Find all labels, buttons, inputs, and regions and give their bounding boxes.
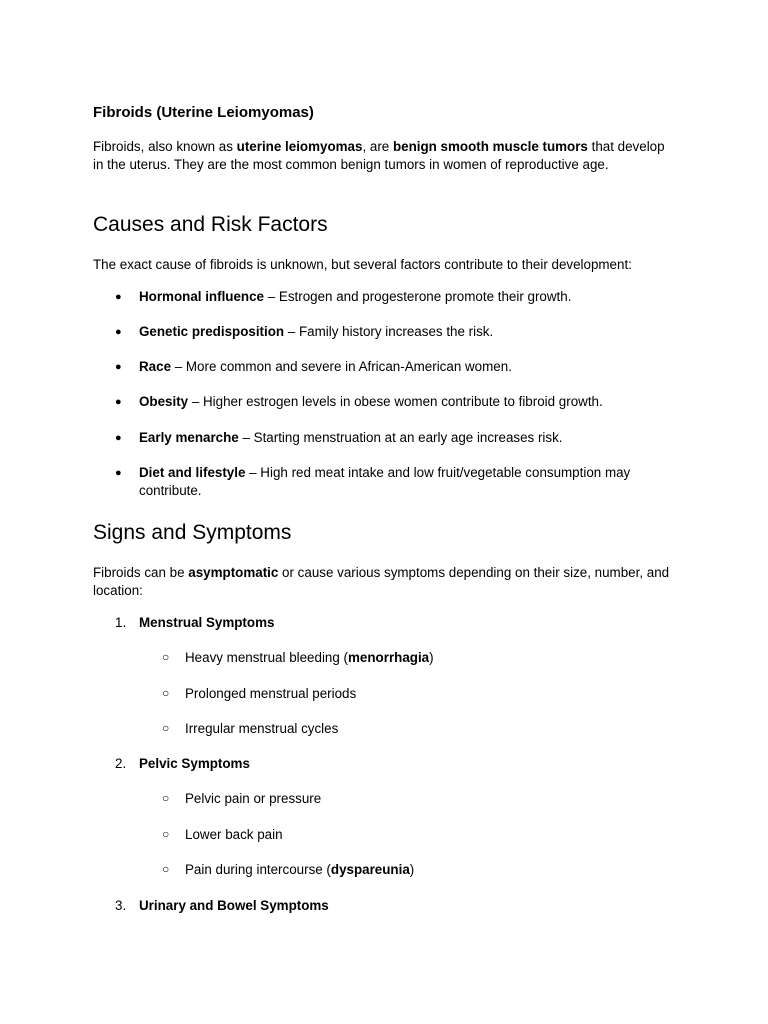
item-desc: – Starting menstruation at an early age increases risk.: [238, 430, 563, 445]
document-title: Fibroids (Uterine Leiomyomas): [93, 104, 314, 121]
list-item: [115, 323, 673, 341]
group-label: Menstrual Symptoms: [139, 615, 275, 630]
sub-item-text: Heavy menstrual bleeding (: [185, 650, 349, 665]
sub-item-bold: dyspareunia: [330, 862, 410, 877]
sub-item-text-post: ): [409, 862, 415, 877]
list-item: [115, 358, 673, 376]
bullet-icon: ●: [115, 396, 122, 408]
item-desc: – Higher estrogen levels in obese women contribute to fibroid growth.: [188, 394, 603, 409]
symptoms-heading: Signs and Symptoms: [93, 521, 292, 544]
list-item: [115, 429, 673, 447]
hollow-bullet-icon: ○: [162, 721, 170, 735]
item-desc: – High red meat intake and low fruit/vegetable consumption may contribute.: [139, 465, 631, 498]
hollow-bullet-icon: ○: [162, 827, 170, 841]
item-term: Genetic predisposition: [139, 324, 285, 339]
item-term: Diet and lifestyle: [139, 465, 246, 480]
sub-item-bold: menorrhagia: [348, 650, 430, 665]
sub-item-text: Pelvic pain or pressure: [185, 791, 322, 806]
sub-item-text: Prolonged menstrual periods: [185, 686, 357, 701]
item-desc: – Estrogen and progesterone promote their growth.: [264, 289, 572, 304]
list-item: [115, 288, 673, 306]
sub-list-item: [162, 790, 673, 808]
list-number: 3.: [115, 898, 127, 913]
item-term: Hormonal influence: [139, 289, 264, 304]
sub-list-item: [162, 826, 673, 844]
sub-item-text: Pain during intercourse (: [185, 862, 331, 877]
item-term: Early menarche: [139, 430, 239, 445]
symptoms-intro-bold: asymptomatic: [188, 565, 279, 580]
list-number: 2.: [115, 756, 127, 771]
intro-text-3: that develop in the uterus. They are the most common benign tumors in women of reproductive age.: [93, 139, 665, 172]
symptoms-intro-text-2: or cause various symptoms depending on their size, number, and location:: [93, 565, 670, 598]
group-label: Urinary and Bowel Symptoms: [139, 898, 329, 913]
causes-heading: Causes and Risk Factors: [93, 213, 328, 236]
item-desc: – Family history increases the risk.: [284, 324, 494, 339]
sub-item-text: Irregular menstrual cycles: [185, 721, 339, 736]
list-item: [115, 393, 673, 411]
symptoms-intro-text-1: Fibroids can be: [93, 565, 189, 580]
bullet-icon: ●: [115, 467, 122, 479]
symptoms-intro: [93, 564, 673, 600]
group-label: Pelvic Symptoms: [139, 756, 250, 771]
bullet-icon: ●: [115, 291, 122, 303]
list-number: 1.: [115, 615, 127, 630]
hollow-bullet-icon: ○: [162, 650, 170, 664]
numbered-item: [115, 897, 673, 915]
hollow-bullet-icon: ○: [162, 862, 170, 876]
intro-bold-1: uterine leiomyomas: [236, 139, 363, 154]
sub-list-item: [162, 861, 673, 879]
item-desc: – More common and severe in African-American women.: [171, 359, 512, 374]
sub-list-item: [162, 720, 673, 738]
sub-list-item: [162, 685, 673, 703]
list-item: [115, 464, 673, 500]
item-term: Obesity: [139, 394, 189, 409]
intro-text-2: , are: [362, 139, 393, 154]
hollow-bullet-icon: ○: [162, 791, 170, 805]
intro-text-1: Fibroids, also known as: [93, 139, 237, 154]
bullet-icon: ●: [115, 361, 122, 373]
sub-item-text: Lower back pain: [185, 827, 283, 842]
numbered-item: [115, 755, 673, 773]
hollow-bullet-icon: ○: [162, 686, 170, 700]
bullet-icon: ●: [115, 432, 122, 444]
item-term: Race: [139, 359, 172, 374]
intro-bold-2: benign smooth muscle tumors: [392, 139, 588, 154]
numbered-item: [115, 614, 673, 632]
bullet-icon: ●: [115, 326, 122, 338]
intro-paragraph: [93, 138, 673, 174]
sub-list-item: [162, 649, 673, 667]
sub-item-text-post: ): [429, 650, 434, 665]
causes-intro: The exact cause of fibroids is unknown, but several factors contribute to their development:: [93, 257, 632, 272]
